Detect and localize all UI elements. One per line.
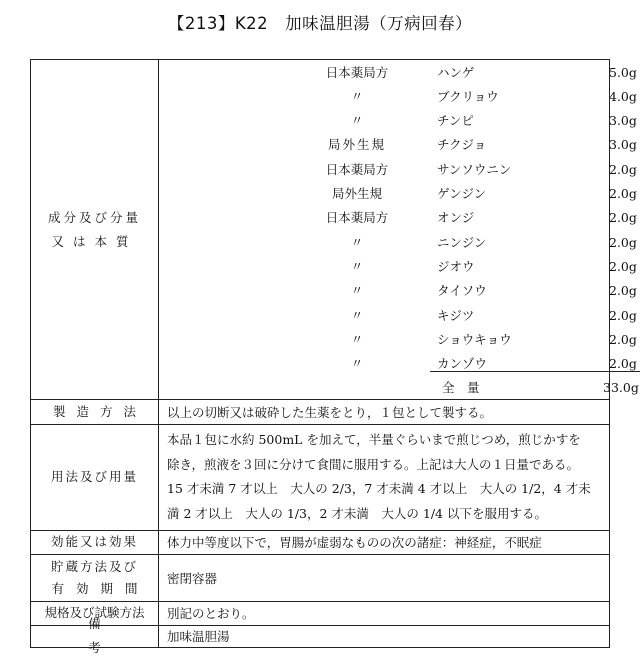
storage-text: 密閉容器 [167, 570, 218, 586]
ingredient-row [167, 231, 637, 255]
total-amount: 33.0g [603, 380, 639, 395]
ingredient-row [167, 279, 637, 303]
ingredient-row [167, 328, 637, 352]
total-rule [430, 371, 640, 372]
ingredient-source: 局外生規 [331, 186, 383, 201]
ingredient-row [167, 206, 637, 230]
ingredient-list [167, 60, 639, 399]
ingredient-row [167, 109, 637, 133]
total-row [167, 376, 639, 400]
efficacy-text: 体力中等度以下で，胃腸が虚弱なものの次の諸症：神経症，不眠症 [167, 535, 542, 550]
remarks-label: 備考 [31, 625, 159, 647]
ingredient-row [167, 352, 637, 376]
ingredient-name: チクジョ [437, 137, 487, 152]
ingredient-row [167, 304, 637, 328]
storage-row [31, 554, 609, 602]
dosage-line: 本品１包に水約 500mL を加えて，半量ぐらいまで煎じつめ，煎じかすを [167, 432, 581, 447]
ingredient-source: 〃 [350, 283, 364, 298]
manufacturing-row [31, 399, 609, 425]
manufacturing-text: 以上の切断又は破砕した生薬をとり，１包として製する。 [167, 404, 493, 420]
ingredient-amount: 2.0g [609, 332, 637, 347]
ingredient-source: 〃 [350, 259, 364, 274]
total-label: 全 量 [442, 380, 480, 395]
ingredient-name: ニンジン [437, 235, 487, 250]
composition-label-line2: 又は本質 [51, 233, 138, 249]
ingredient-amount: 4.0g [609, 89, 637, 104]
ingredient-source: 〃 [350, 235, 364, 250]
ingredient-row [167, 85, 637, 109]
dosage-line: 除き，煎液を３回に分けて食間に服用する。上記は大人の１日量である。 [167, 456, 580, 472]
ingredient-row [167, 133, 637, 157]
efficacy-row [31, 530, 609, 555]
ingredient-source: 〃 [350, 332, 364, 347]
ingredient-amount: 2.0g [609, 235, 637, 250]
ingredient-source: 日本薬局方 [325, 210, 389, 225]
ingredient-name: チンピ [437, 113, 474, 128]
ingredient-amount: 5.0g [609, 65, 637, 80]
ingredient-amount: 3.0g [609, 137, 637, 152]
standards-label: 規格及び試験方法 [31, 601, 159, 625]
ingredient-amount: 2.0g [609, 308, 637, 323]
standards-text: 別記のとおり。 [167, 606, 255, 621]
ingredient-name: オンジ [437, 210, 475, 225]
page-title: 【213】K22 加味温胆湯（万病回春） [167, 14, 473, 33]
ingredient-name: ジオウ [437, 259, 475, 274]
ingredient-amount: 2.0g [609, 283, 637, 298]
manufacturing-label: 製造方法 [31, 399, 159, 424]
remarks-row [31, 616, 609, 655]
storage-label: 貯蔵方法及び 有効期間 [31, 554, 159, 601]
ingredient-name: カンゾウ [437, 356, 488, 371]
dosage-row [31, 424, 609, 531]
ingredient-source: 日本薬局方 [325, 65, 389, 80]
remarks-text: 加味温胆湯 [167, 629, 230, 644]
ingredient-source: 〃 [350, 113, 364, 128]
dosage-label: 用法及び用量 [31, 424, 159, 530]
dosage-line: 15 才未満 7 才以上 大人の 2/3，7 才未満 4 才以上 大人の 1/2，4 才未 [167, 481, 591, 496]
ingredient-name: タイソウ [437, 283, 487, 298]
ingredient-amount: 3.0g [609, 113, 637, 128]
ingredient-row [167, 255, 637, 279]
dosage-text [161, 424, 603, 530]
ingredient-name: ハンゲ [437, 65, 475, 80]
composition-label [31, 60, 159, 399]
efficacy-label: 効能又は効果 [31, 530, 159, 554]
ingredient-amount: 2.0g [609, 259, 637, 274]
composition-row [31, 60, 639, 400]
ingredient-source: 局外生規 [327, 137, 387, 152]
ingredient-name: ブクリョウ [437, 89, 499, 104]
ingredient-row [167, 158, 637, 182]
ingredient-name: サンソウニン [437, 162, 512, 177]
spec-table [30, 59, 639, 655]
ingredient-row [167, 61, 637, 85]
ingredient-name: ゲンジン [437, 186, 487, 201]
ingredient-amount: 2.0g [609, 210, 637, 225]
ingredient-amount: 2.0g [609, 356, 637, 371]
ingredient-source: 〃 [350, 89, 364, 104]
ingredient-name: キジツ [437, 308, 475, 323]
ingredient-amount: 2.0g [609, 186, 637, 201]
dosage-line: 満 2 才以上 大人の 1/3，2 才未満 大人の 1/4 以下を服用する。 [167, 505, 547, 521]
composition-label-line1: 成分及び分量 [47, 209, 141, 225]
ingredient-row [167, 182, 637, 206]
ingredient-amount: 2.0g [609, 162, 637, 177]
ingredient-source: 〃 [350, 356, 364, 371]
ingredient-source: 〃 [350, 308, 364, 323]
ingredient-name: ショウキョウ [437, 332, 512, 347]
ingredient-source: 日本薬局方 [325, 162, 389, 177]
